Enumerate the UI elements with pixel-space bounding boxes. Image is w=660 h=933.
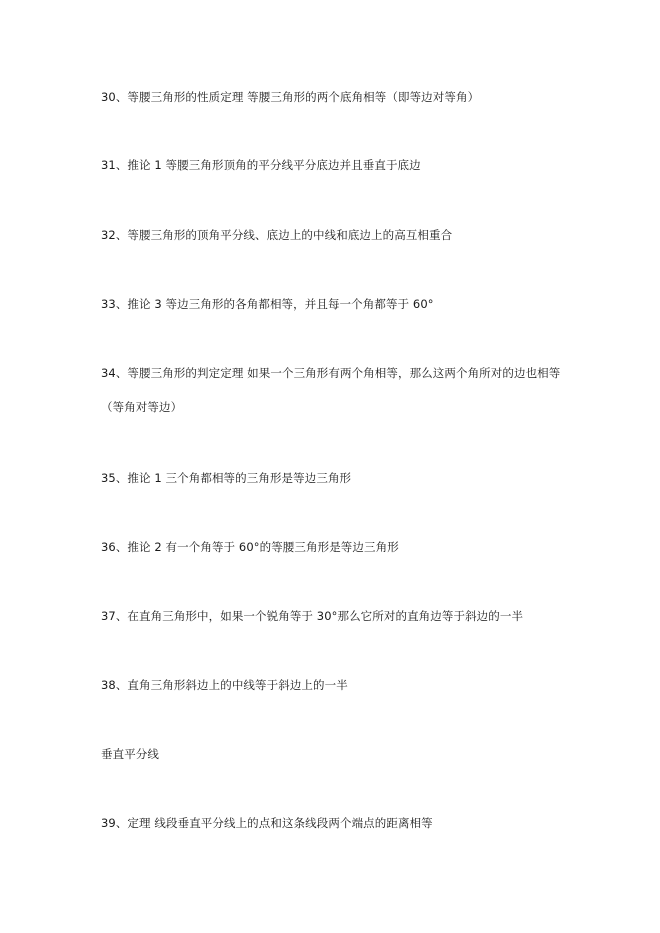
theorem-34-continuation: （等角对等边） [101, 400, 183, 414]
theorem-34: 34、等腰三角形的判定定理 如果一个三角形有两个角相等，那么这两个角所对的边也相等 [101, 366, 561, 380]
theorem-35: 35、推论 1 三个角都相等的三角形是等边三角形 [101, 471, 352, 485]
theorem-33: 33、推论 3 等边三角形的各角都相等，并且每一个角都等于 60° [101, 297, 434, 311]
theorem-38: 38、直角三角形斜边上的中线等于斜边上的一半 [101, 678, 348, 692]
theorem-36: 36、推论 2 有一个角等于 60°的等腰三角形是等边三角形 [101, 540, 399, 554]
theorem-30: 30、等腰三角形的性质定理 等腰三角形的两个底角相等（即等边对等角） [101, 90, 480, 104]
theorem-32: 32、等腰三角形的顶角平分线、底边上的中线和底边上的高互相重合 [101, 228, 453, 242]
theorem-31: 31、推论 1 等腰三角形顶角的平分线平分底边并且垂直于底边 [101, 158, 421, 172]
theorem-39: 39、定理 线段垂直平分线上的点和这条线段两个端点的距离相等 [101, 816, 433, 830]
theorem-37: 37、在直角三角形中，如果一个锐角等于 30°那么它所对的直角边等于斜边的一半 [101, 609, 524, 623]
section-heading: 垂直平分线 [101, 747, 159, 761]
